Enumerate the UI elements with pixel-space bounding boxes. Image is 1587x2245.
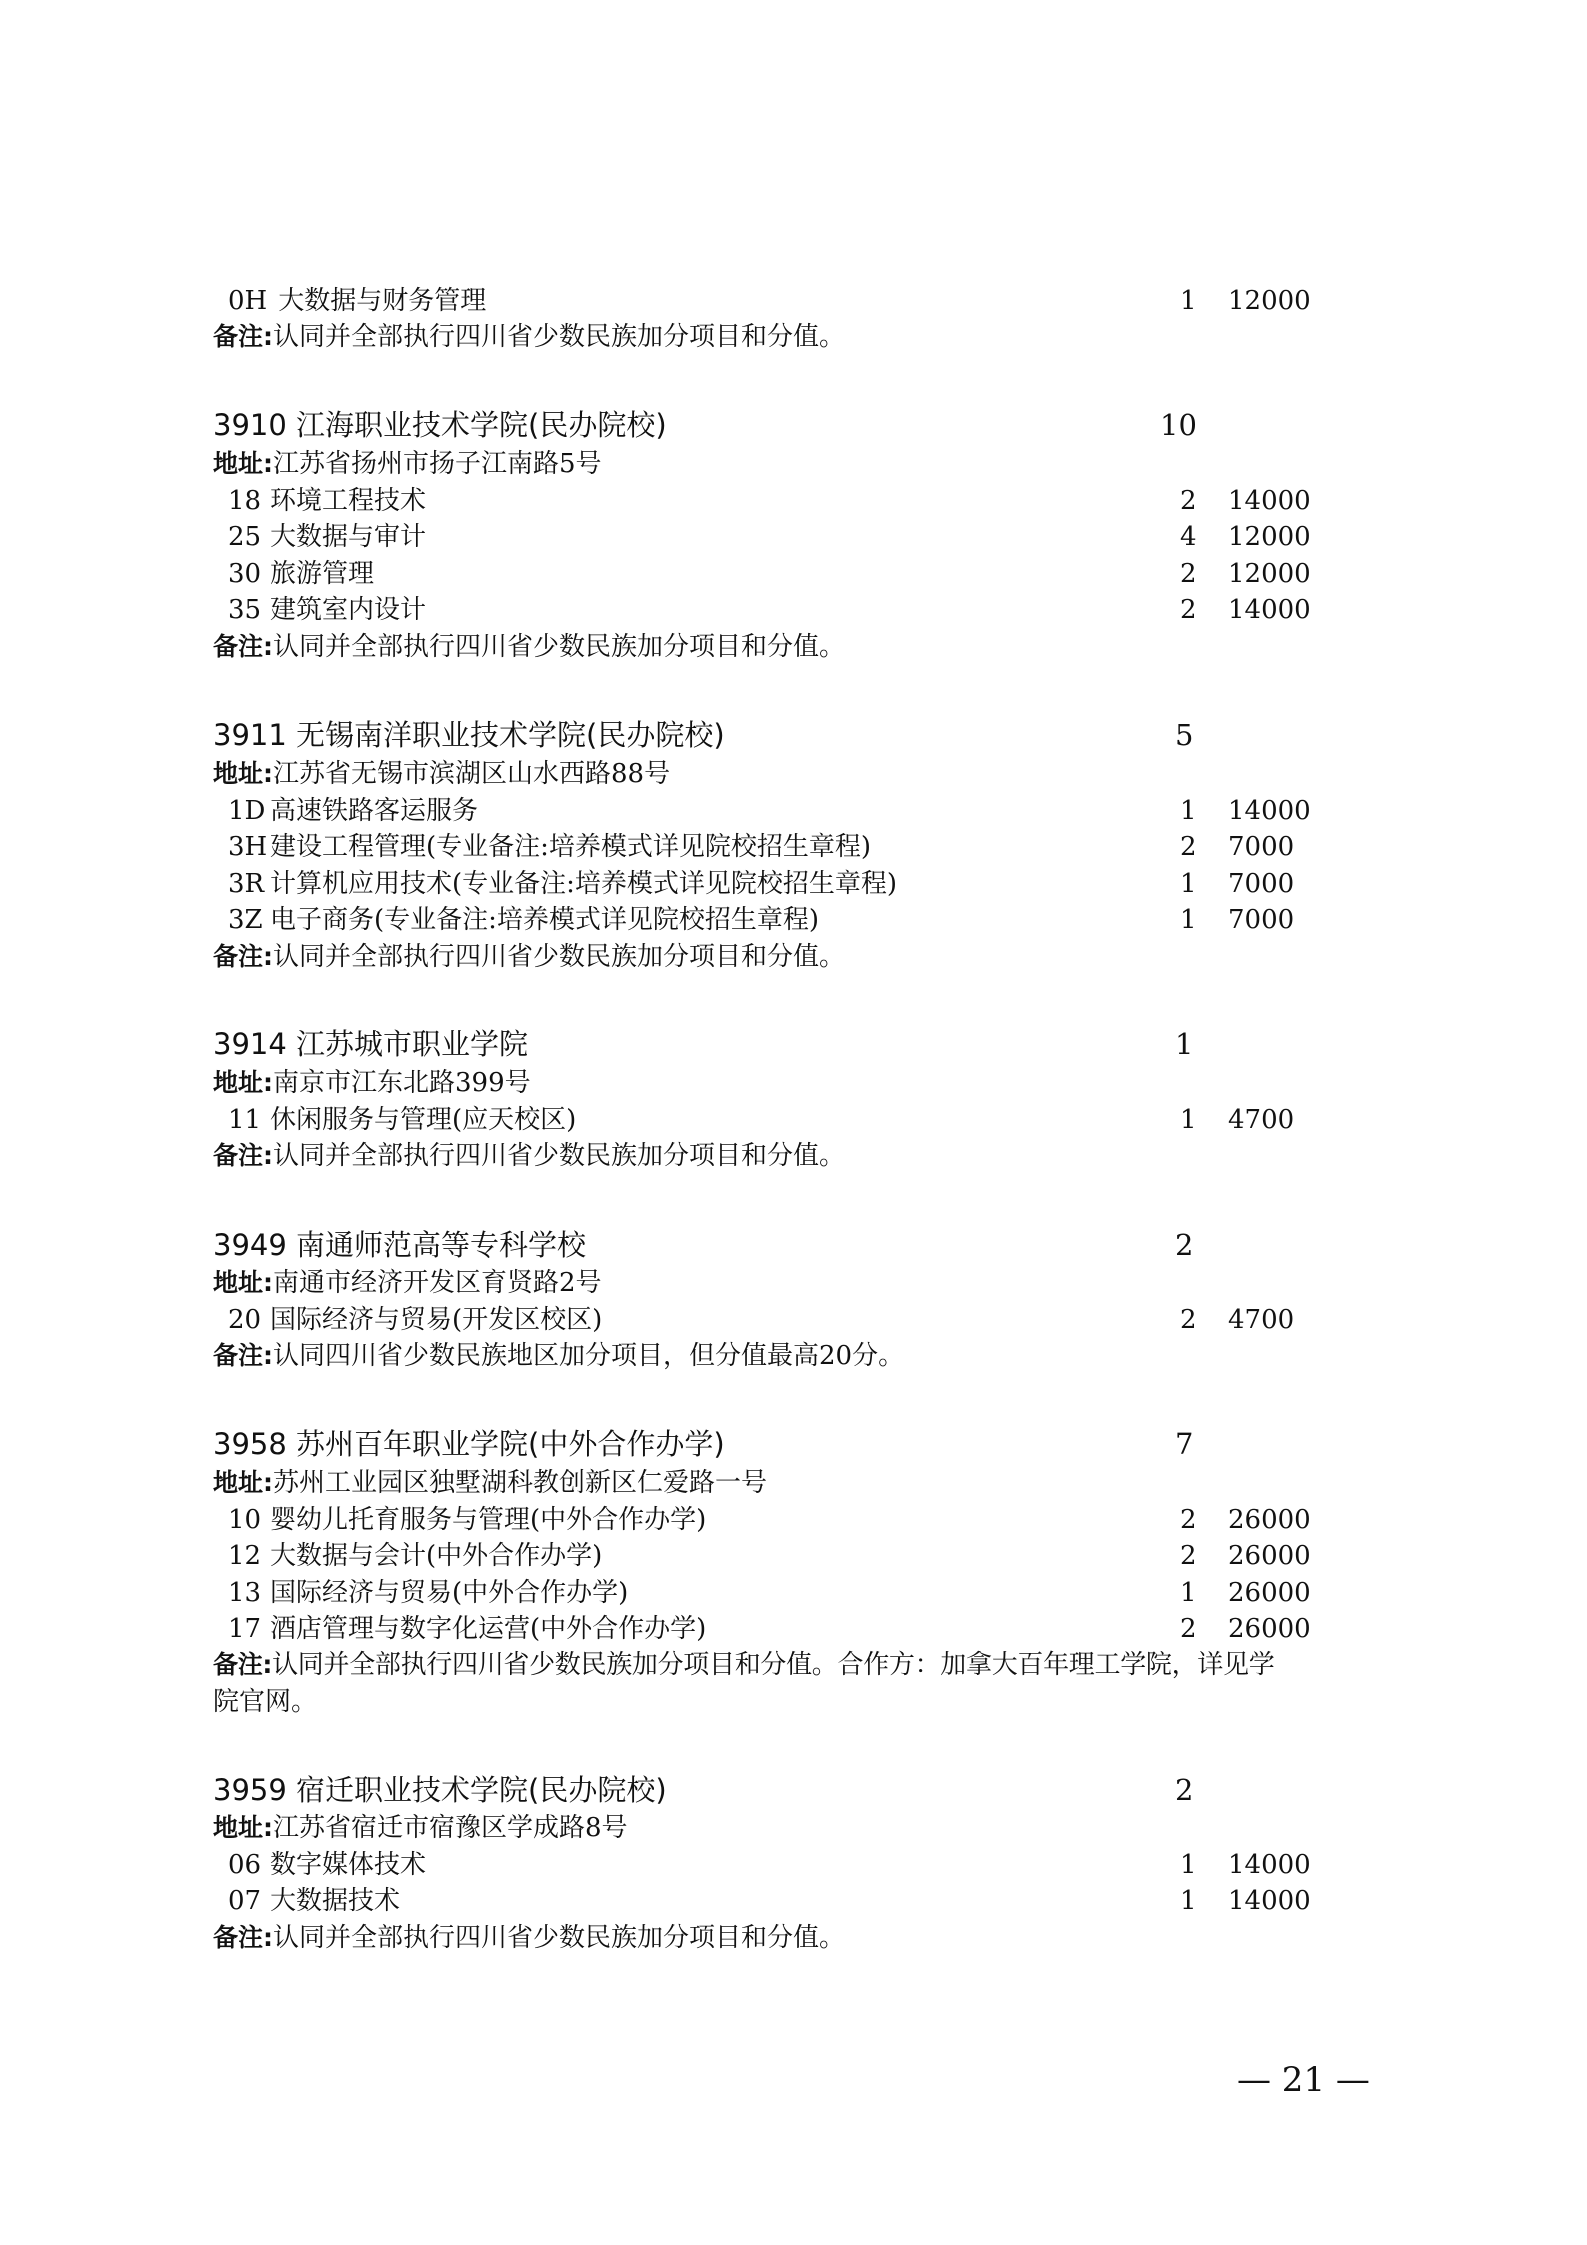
address-label: 地址: (213, 759, 273, 788)
program-name: 环境工程技术 (270, 486, 427, 516)
school-total: 1 (1175, 1027, 1194, 1061)
program-count: 2 (1180, 595, 1197, 625)
school-name: 宿迁职业技术学院(民办院校) (296, 1773, 667, 1807)
school-code: 3949 (213, 1228, 287, 1262)
remark-label: 备注: (213, 942, 273, 971)
program-row (228, 796, 478, 826)
program-count: 1 (1180, 796, 1197, 826)
program-name: 婴幼儿托育服务与管理(中外合作办学) (270, 1505, 707, 1535)
program-code: 20 (228, 1305, 262, 1335)
school-name: 南通师范高等专科学校 (296, 1228, 587, 1262)
remark (213, 322, 845, 352)
school-code: 3959 (213, 1773, 287, 1807)
address-label: 地址: (213, 1268, 273, 1297)
program-row (228, 595, 426, 625)
program-code: 17 (228, 1614, 262, 1644)
program-count: 1 (1180, 1578, 1197, 1608)
program-row (228, 1850, 426, 1880)
program-count: 2 (1180, 832, 1197, 862)
remark-text: 认同并全部执行四川省少数民族加分项目和分值。 (273, 1141, 846, 1171)
remark-label: 备注: (213, 1923, 273, 1952)
program-row (228, 486, 426, 516)
program-count: 2 (1180, 486, 1197, 516)
program-count: 1 (1180, 1105, 1197, 1135)
address-label: 地址: (213, 1813, 273, 1842)
program-name: 大数据与审计 (270, 522, 427, 552)
program-row (228, 286, 486, 316)
remark (213, 632, 845, 662)
program-row (228, 522, 426, 552)
school-heading (213, 1427, 725, 1461)
program-code: 13 (228, 1578, 262, 1608)
school-address (213, 449, 602, 479)
program-fee: 14000 (1228, 1886, 1311, 1916)
program-fee: 14000 (1228, 595, 1311, 625)
program-row (228, 1541, 602, 1571)
program-fee: 12000 (1228, 522, 1311, 552)
program-fee: 14000 (1228, 1850, 1311, 1880)
program-name: 电子商务(专业备注:培养模式详见院校招生章程) (270, 905, 820, 935)
remark-label: 备注: (213, 1650, 273, 1679)
program-code: 0H (228, 286, 268, 316)
remark-text: 认同并全部执行四川省少数民族加分项目和分值。 (273, 1923, 846, 1953)
remark (213, 1141, 845, 1171)
program-row (228, 869, 897, 899)
address-label: 地址: (213, 449, 273, 478)
address-label: 地址: (213, 1068, 273, 1097)
school-total: 5 (1175, 718, 1194, 752)
program-code: 10 (228, 1505, 262, 1535)
school-heading (213, 718, 725, 752)
page-number: — 21 — (1237, 2060, 1370, 2100)
address-text: 南京市江东北路399号 (273, 1068, 531, 1098)
school-total: 2 (1175, 1773, 1194, 1807)
program-fee: 12000 (1228, 286, 1311, 316)
program-row (228, 559, 374, 589)
school-name: 江海职业技术学院(民办院校) (296, 408, 667, 442)
remark (213, 1650, 1274, 1680)
school-address (213, 1468, 767, 1498)
program-row (228, 832, 871, 862)
program-row (228, 1305, 602, 1335)
program-name: 计算机应用技术(专业备注:培养模式详见院校招生章程) (270, 869, 898, 899)
program-fee: 26000 (1228, 1614, 1311, 1644)
program-row (228, 1105, 576, 1135)
program-fee: 26000 (1228, 1541, 1311, 1571)
program-count: 4 (1180, 522, 1197, 552)
remark-text: 认同四川省少数民族地区加分项目，但分值最高20分。 (273, 1341, 905, 1371)
school-total: 2 (1175, 1228, 1194, 1262)
program-fee: 7000 (1228, 905, 1295, 935)
remark-text: 认同并全部执行四川省少数民族加分项目和分值。合作方：加拿大百年理工学院，详见学 (272, 1650, 1275, 1680)
school-name: 苏州百年职业学院(中外合作办学) (296, 1427, 725, 1461)
program-count: 1 (1180, 905, 1197, 935)
program-code: 35 (228, 595, 262, 625)
program-name: 国际经济与贸易(中外合作办学) (270, 1578, 629, 1608)
address-text: 江苏省扬州市扬子江南路5号 (273, 449, 602, 479)
program-name: 建筑室内设计 (270, 595, 427, 625)
remark-text: 认同并全部执行四川省少数民族加分项目和分值。 (273, 632, 846, 662)
program-count: 2 (1180, 1305, 1197, 1335)
program-name: 高速铁路客运服务 (270, 796, 479, 826)
program-name: 大数据技术 (270, 1886, 401, 1916)
program-count: 2 (1180, 559, 1197, 589)
program-row (228, 1886, 400, 1916)
program-row (228, 905, 819, 935)
school-address (213, 1813, 628, 1843)
program-code: 12 (228, 1541, 262, 1571)
remark (213, 942, 845, 972)
program-count: 2 (1180, 1541, 1197, 1571)
school-code: 3914 (213, 1027, 287, 1061)
program-fee: 14000 (1228, 796, 1311, 826)
program-code: 3Z (228, 905, 263, 935)
program-name: 大数据与财务管理 (278, 286, 487, 316)
program-fee: 4700 (1228, 1305, 1295, 1335)
remark (213, 1923, 845, 1953)
school-address (213, 1068, 531, 1098)
program-count: 2 (1180, 1614, 1197, 1644)
school-code: 3911 (213, 718, 287, 752)
address-text: 苏州工业园区独墅湖科教创新区仁爱路一号 (273, 1468, 768, 1498)
program-count: 1 (1180, 1886, 1197, 1916)
school-total: 10 (1160, 408, 1197, 442)
school-name: 无锡南洋职业技术学院(民办院校) (296, 718, 725, 752)
program-name: 建设工程管理(专业备注:培养模式详见院校招生章程) (270, 832, 872, 862)
remark-text: 认同并全部执行四川省少数民族加分项目和分值。 (273, 322, 846, 352)
program-fee: 7000 (1228, 832, 1295, 862)
address-text: 江苏省宿迁市宿豫区学成路8号 (273, 1813, 628, 1843)
program-row (228, 1505, 706, 1535)
program-code: 1D (228, 796, 266, 826)
program-fee: 12000 (1228, 559, 1311, 589)
program-count: 1 (1180, 286, 1197, 316)
address-text: 江苏省无锡市滨湖区山水西路88号 (273, 759, 671, 789)
remark-label: 备注: (213, 1341, 273, 1370)
remark-label: 备注: (213, 322, 273, 351)
program-name: 旅游管理 (270, 559, 375, 589)
school-heading (213, 1027, 528, 1061)
school-code: 3958 (213, 1427, 287, 1461)
program-row (228, 1578, 628, 1608)
program-code: 07 (228, 1886, 262, 1916)
program-fee: 26000 (1228, 1505, 1311, 1535)
school-address (213, 1268, 602, 1298)
program-name: 酒店管理与数字化运营(中外合作办学) (270, 1614, 707, 1644)
program-count: 1 (1180, 1850, 1197, 1880)
program-count: 1 (1180, 869, 1197, 899)
school-heading (213, 1773, 667, 1807)
program-code: 25 (228, 522, 262, 552)
program-code: 3R (228, 869, 265, 899)
program-fee: 14000 (1228, 486, 1311, 516)
school-address (213, 759, 670, 789)
program-code: 30 (228, 559, 262, 589)
program-name: 国际经济与贸易(开发区校区) (270, 1305, 603, 1335)
remark-label: 备注: (213, 1141, 273, 1170)
remark-continuation: 院官网。 (213, 1687, 318, 1717)
program-name: 大数据与会计(中外合作办学) (270, 1541, 603, 1571)
school-heading (213, 1228, 586, 1262)
school-code: 3910 (213, 408, 287, 442)
program-fee: 26000 (1228, 1578, 1311, 1608)
program-code: 3H (228, 832, 268, 862)
school-name: 江苏城市职业学院 (296, 1027, 529, 1061)
program-code: 18 (228, 486, 262, 516)
school-heading (213, 408, 667, 442)
program-name: 数字媒体技术 (270, 1850, 427, 1880)
program-name: 休闲服务与管理(应天校区) (270, 1105, 577, 1135)
program-row (228, 1614, 706, 1644)
remark (213, 1341, 904, 1371)
school-total: 7 (1175, 1427, 1194, 1461)
address-text: 南通市经济开发区育贤路2号 (273, 1268, 602, 1298)
program-code: 11 (228, 1105, 262, 1135)
program-code: 06 (228, 1850, 262, 1880)
remark-text: 认同并全部执行四川省少数民族加分项目和分值。 (273, 942, 846, 972)
remark-label: 备注: (213, 632, 273, 661)
program-fee: 7000 (1228, 869, 1295, 899)
address-label: 地址: (213, 1468, 273, 1497)
program-fee: 4700 (1228, 1105, 1295, 1135)
program-count: 2 (1180, 1505, 1197, 1535)
